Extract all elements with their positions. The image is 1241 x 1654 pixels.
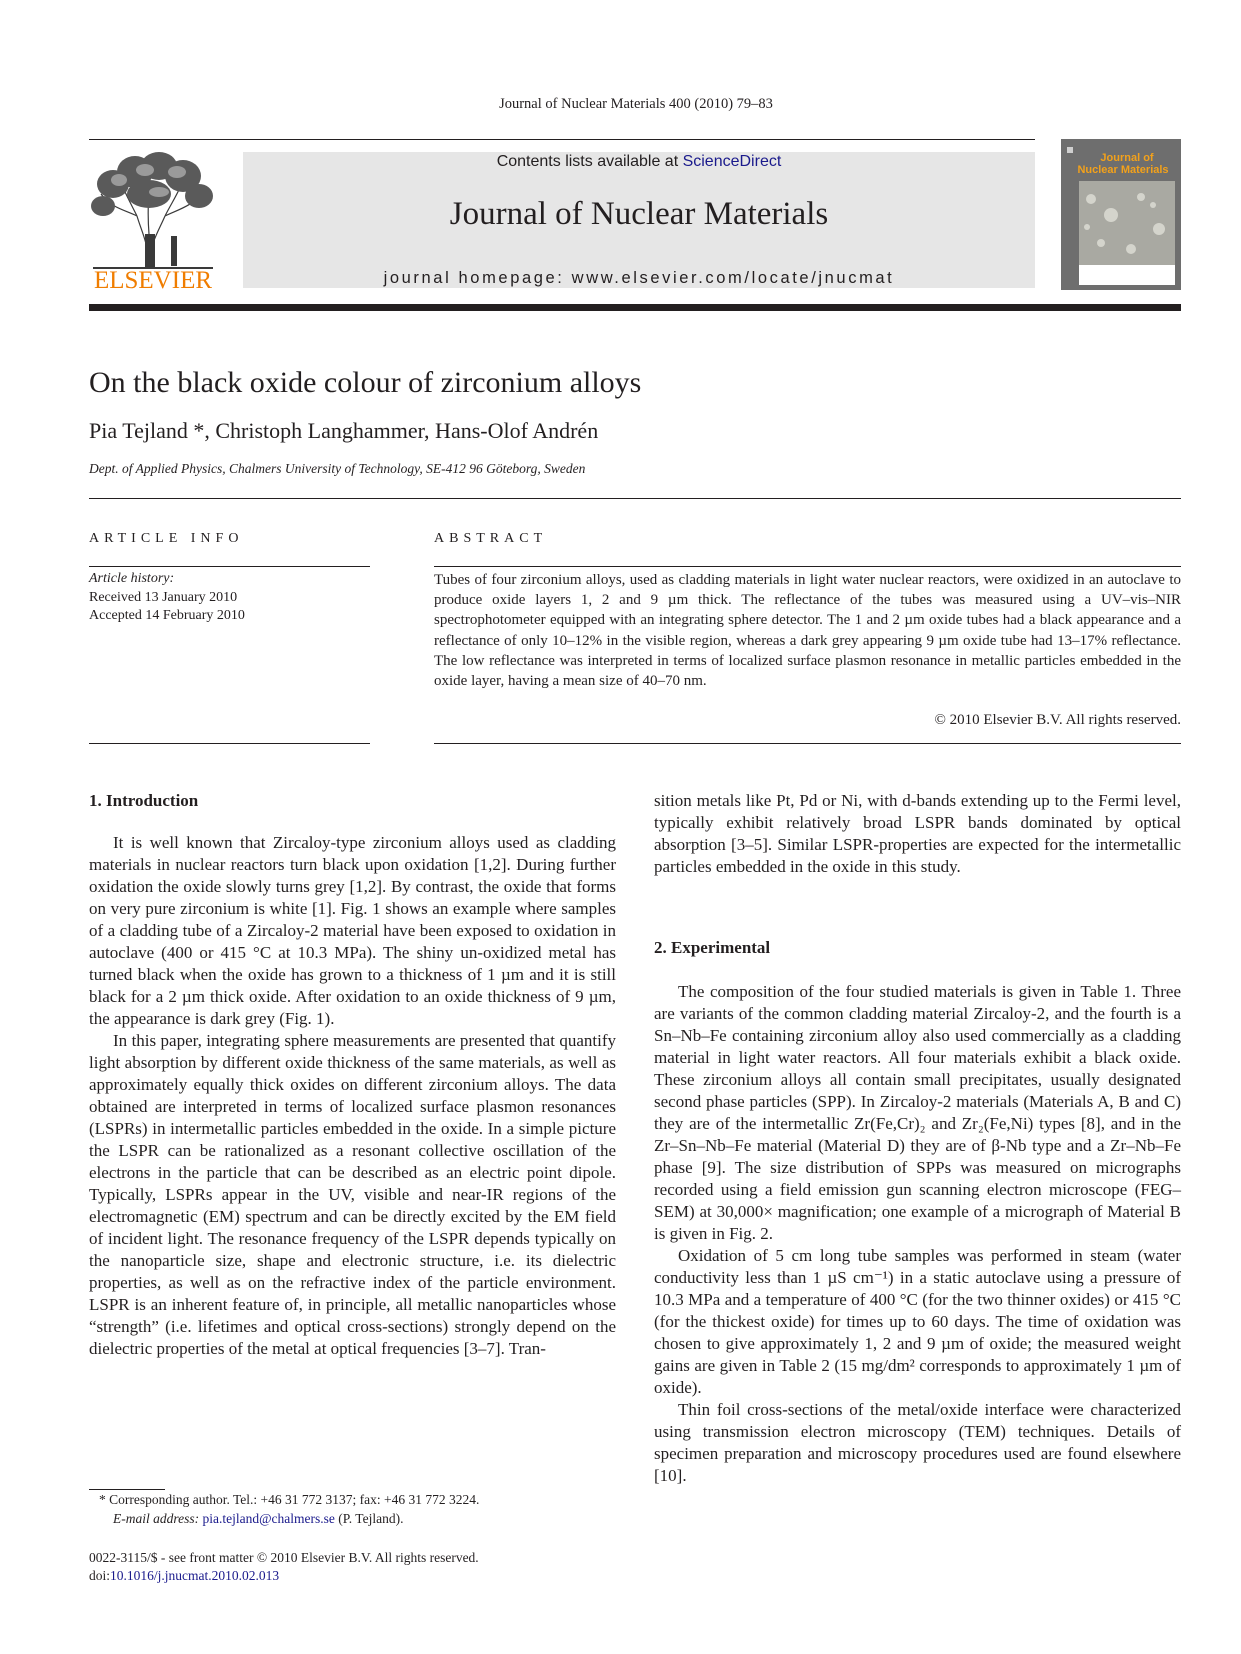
elsevier-logo <box>89 150 217 292</box>
journal-title: Journal of Nuclear Materials <box>449 196 829 232</box>
experimental-paragraph-2: Oxidation of 5 cm long tube samples was performed in steam (water conductivity less than 1 µS cm⁻¹) in a static autoclave using a pressure of 10.3 MPa and a temperature of 400 °C (for the two thinner oxides) or 415 °C (for the thickest oxide) for times up to 60 days. The time of oxidation was chosen to give approximately 1, 2 and 9 µm of oxide; the measured weight gains are given in Table 2 (15 mg/dm² corresponds to approximately 1 µm of oxide). <box>654 1246 1181 1397</box>
author-affiliation: Dept. of Applied Physics, Chalmers University of Technology, SE-412 96 Göteborg, Sweden <box>89 461 586 476</box>
body-column-right <box>654 790 1181 878</box>
email-line <box>89 1510 649 1529</box>
article-info-rule <box>89 566 370 567</box>
received-date: Received 13 January 2010 <box>89 589 238 605</box>
doi-line <box>89 1567 479 1585</box>
email-label: E-mail address: <box>113 1510 203 1526</box>
title-rule <box>89 498 1181 499</box>
header-rule <box>89 139 1035 140</box>
elsevier-tree-icon <box>89 150 217 292</box>
email-link[interactable]: pia.tejland@chalmers.se <box>202 1510 335 1526</box>
article-info-bottom-rule <box>89 743 370 744</box>
section-heading-experimental: 2. Experimental <box>654 938 771 957</box>
corresponding-author: * Corresponding author. Tel.: +46 31 772 3137; fax: +46 31 772 3224. <box>99 1492 480 1507</box>
article-title: On the black oxide colour of zirconium alloys <box>89 366 642 399</box>
intro-paragraph-1: It is well known that Zircaloy-type zirconium alloys used as cladding materials in nuclear reactors turn black upon oxidation [1,2]. During further oxidation the oxide slowly turns grey [1,2]. By contrast, the oxide that forms on very pure zirconium is white [1]. Fig. 1 shows an example where samples of a cladding tube of a Zircaloy-2 material have been exposed to oxidation in autoclave (400 or 415 °C at 10.3 MPa). The shiny un-oxidized metal has turned black when the oxide has grown to a thickness of 1 µm and it is still black for a 2 µm thick oxide. After oxidation to an oxide thickness of 9 µm, the appearance is dark grey (Fig. 1). <box>89 833 616 1028</box>
article-info-heading: ARTICLE INFO <box>89 531 244 546</box>
footnote-rule <box>89 1489 165 1490</box>
email-suffix: (P. Tejland). <box>334 1510 404 1526</box>
svg-text:Journal of: Journal of <box>1100 152 1154 164</box>
article-authors: Pia Tejland *, Christoph Langhammer, Hans-Olof Andrén <box>89 418 599 443</box>
accepted-date: Accepted 14 February 2010 <box>89 608 245 623</box>
svg-text:Nuclear Materials: Nuclear Materials <box>1077 164 1169 176</box>
contents-prefix: Contents lists available at <box>496 153 683 170</box>
contents-line <box>243 153 1035 171</box>
elsevier-wordmark: ELSEVIER <box>93 267 213 292</box>
intro-paragraph-2: In this paper, integrating sphere measurements are presented that quantify light absorption by different oxide thickness of the same materials, as well as approximately equally thick oxides on different zirconium alloys. The data obtained are interpreted in terms of localized surface plasmon resonances (LSPRs) in intermetallic particles embedded in the oxide. In a simple picture the LSPR can be rationalized as a resonant collective oscillation of the electrons in the particle that can be described as an electric point dipole. Typically, LSPRs appear in the UV, visible and near-IR regions of the electromagnetic (EM) spectrum and can be directly excited by the EM field of incident light. The resonance frequency of the LSPR depends typically on the nanoparticle size, shape and electronic structure, i.e. its dielectric properties, as well as on the refractive index of the particle environment. LSPR is an inherent feature of, in principle, all metallic nanoparticles whose “strength” (i.e. lifetimes and optical cross-sections) strongly depend on the dielectric properties of the metal at optical frequencies [3–7]. Tran- <box>89 1031 616 1358</box>
journal-citation: Journal of Nuclear Materials 400 (2010) 79–83 <box>499 96 773 112</box>
front-matter <box>89 1549 479 1585</box>
abstract-text: Tubes of four zirconium alloys, used as cladding materials in light water nuclear reactors, were oxidized in an autoclave to produce oxide layers 1, 2 and 9 µm thick. The reflectance of the tubes was measured using a UV–vis–NIR spectrophotometer equipped with an integrating sphere detector. The 1 and 2 µm oxide tubes had a black appearance and a reflectance of only 10–12% in the visible region, whereas a dark grey appearing 9 µm oxide tube had 13–17% reflectance. The low reflectance was interpreted in terms of localized surface plasmon resonance in metallic particles embedded in the oxide layer, having a mean size of 40–70 nm. <box>434 572 1181 690</box>
abstract-bottom-rule <box>434 743 1181 744</box>
abstract-copyright: © 2010 Elsevier B.V. All rights reserved. <box>934 712 1181 728</box>
sciencedirect-link[interactable]: ScienceDirect <box>682 153 782 170</box>
experimental-body <box>654 981 1181 1487</box>
issn-line: 0022-3115/$ - see front matter © 2010 Elsevier B.V. All rights reserved. <box>89 1550 479 1565</box>
doi-label: doi: <box>89 1568 111 1583</box>
intro-paragraph-3: sition metals like Pt, Pd or Ni, with d-bands extending up to the Fermi level, typically exhibit relatively broad LSPR bands dominated by optical absorption [3–5]. Similar LSPR-properties are expected for the intermetallic particles embedded in the oxide in this study. <box>654 791 1181 876</box>
doi-link[interactable]: 10.1016/j.jnucmat.2010.02.013 <box>110 1568 280 1583</box>
experimental-paragraph-3: Thin foil cross-sections of the metal/oxide interface were characterized using transmission electron microscopy (TEM) techniques. Details of specimen preparation and microscopy procedures used are found elsewhere [10]. <box>654 1400 1181 1485</box>
journal-cover-image <box>1061 139 1181 290</box>
corresponding-author-footnote <box>89 1491 649 1528</box>
body-column-left <box>89 832 616 1360</box>
experimental-paragraph-1: The composition of the four studied materials is given in Table 1. Three are variants of the common cladding material Zircaloy-2, and the fourth is a Sn–Nb–Fe containing zirconium alloy also used commercially as a cladding material in light water reactors. All four materials exhibit a black oxide. These zirconium alloys all contain small precipitates, usually designated second phase particles (SPP). In Zircaloy-2 materials (Materials A, B and C) they are of the intermetallic Zr(Fe,Cr)₂ and Zr₂(Fe,Ni) types [8], and in the Zr–Sn–Nb–Fe material (Material D) they are of β-Nb type and a Zr–Nb–Fe phase [9]. The size distribution of SPPs was measured on micrographs recorded using a field emission gun scanning electron microscope (FEG–SEM) at 30,000× magnification; one example of a micrograph of Material B is given in Fig. 2. <box>654 982 1181 1243</box>
section-heading-introduction: 1. Introduction <box>89 791 199 810</box>
abstract-rule <box>434 566 1181 567</box>
abstract-heading: ABSTRACT <box>434 531 548 546</box>
header-thick-rule <box>89 304 1181 311</box>
article-history-label: Article history: <box>89 571 175 586</box>
article-history <box>89 570 245 626</box>
journal-homepage[interactable]: journal homepage: www.elsevier.com/locate/jnucmat <box>383 269 895 287</box>
